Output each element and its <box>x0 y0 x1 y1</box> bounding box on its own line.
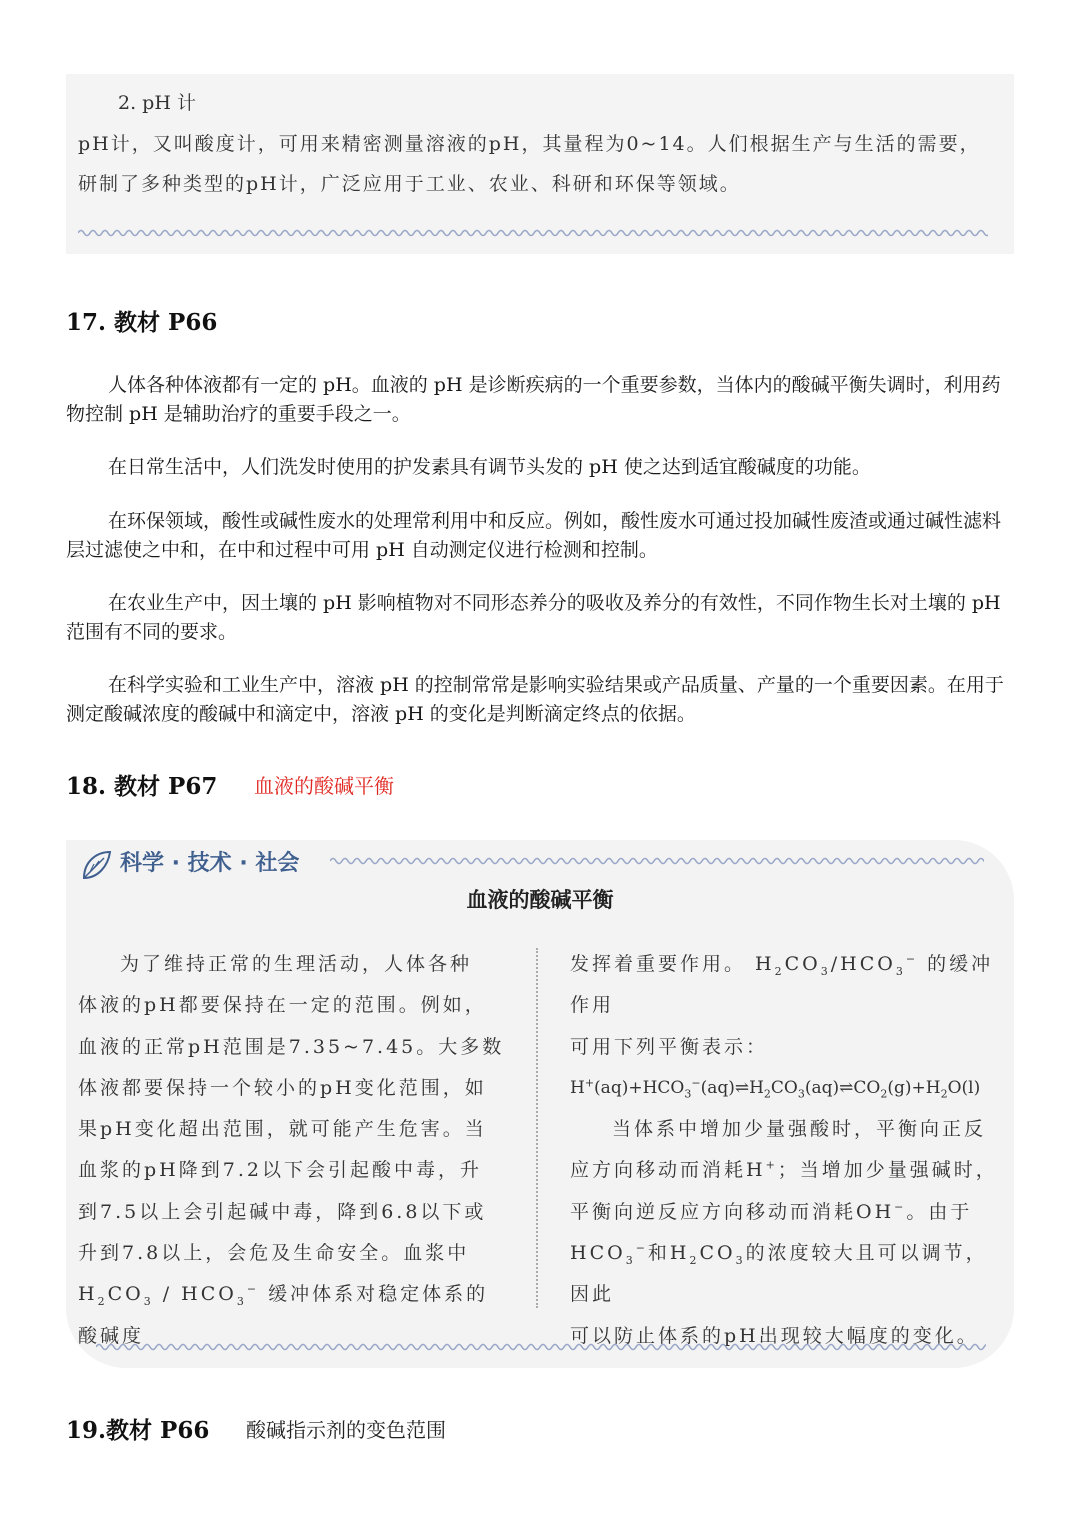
right-line-6: $HCO_3^-$和$H_2CO_3$的浓度较大且可以调节，因此 <box>570 1241 988 1306</box>
left-line-1: 为了维持正常的生理活动，人体各种 <box>120 953 473 975</box>
section-17-heading: 17. 教材 P66 <box>66 309 218 336</box>
bottom-wavy-line <box>96 1340 986 1354</box>
science-technology-society-box <box>66 840 1014 1368</box>
section-17-paragraph-4: 在农业生产中，因土壤的 pH 影响植物对不同形态养分的吸收及养分的有效性，不同作物生长对土壤的 pH 范围有不同的要求。 <box>66 592 1001 643</box>
section-17-paragraph-3: 在环保领域，酸性或碱性废水的处理常利用中和反应。例如，酸性废水可通过投加碱性废渣或通过碱性滤料层过滤使之中和，在中和过程中可用 pH 自动测定仪进行检测和控制。 <box>66 510 1002 561</box>
section-17-paragraph-2: 在日常生活中，人们洗发时使用的护发素具有调节头发的 pH 使之达到适宜酸碱度的功能。 <box>108 456 871 478</box>
equilibrium-equation: $H^+(aq)+HCO_3^-(aq)\rightleftharpoons H_2CO_3(aq)\rightleftharpoons CO_2(g)+H_2O(l)$ <box>570 1076 981 1101</box>
excerpt-text: pH计，又叫酸度计，可用来精密测量溶液的pH，其量程为0~14。人们根据生产与生活的需要，研制了多种类型的pH计，广泛应用于工业、农业、科研和环保等领域。 <box>78 133 981 195</box>
excerpt-subtitle: 2. pH 计 <box>118 92 196 114</box>
section-17-paragraph-5: 在科学实验和工业生产中，溶液 pH 的控制常常是影响实验结果或产品质量、产量的一个重要因素。在用于测定酸碱浓度的酸碱中和滴定中，溶液 pH 的变化是判断滴定终点的依据。 <box>66 674 1004 725</box>
left-line-6: 血浆的pH降到7.2以下会引起酸中毒，升 <box>78 1159 482 1182</box>
section-17-paragraph-1: 人体各种体液都有一定的 pH。血液的 pH 是诊断疾病的一个重要参数，当体内的酸碱平衡失调时，利用药物控制 pH 是辅助治疗的重要手段之一。 <box>66 374 1001 425</box>
right-line-5: 平衡向逆反应方向移动而消耗OH−。由于 <box>570 1200 973 1223</box>
leaf-logo-icon <box>80 848 112 882</box>
left-line-2: 体液的pH都要保持在一定的范围。例如， <box>78 994 487 1017</box>
science-box-header: 科学 · 技术 · 社会 <box>120 851 300 876</box>
right-line-7: 可以防止体系的pH出现较大幅度的变化。 <box>570 1324 979 1347</box>
column-divider <box>536 948 538 1308</box>
section-18-note: 血液的酸碱平衡 <box>254 774 394 798</box>
left-line-5: 果pH变化超出范围，就可能产生危害。当 <box>78 1118 487 1141</box>
header-wavy-line <box>330 854 984 868</box>
right-line-1: 发挥着重要作用。 $H_2CO_3/HCO_3^-$ 的缓冲作用 <box>570 952 994 1017</box>
left-line-7: 到7.5以上会引起碱中毒，降到6.8以下或 <box>78 1200 487 1223</box>
section-19-note: 酸碱指示剂的变色范围 <box>246 1418 446 1442</box>
left-line-3: 血液的正常pH范围是7.35~7.45。大多数 <box>78 1035 505 1058</box>
science-right-column <box>570 944 1000 1357</box>
right-line-3: 当体系中增加少量强酸时，平衡向正反 <box>612 1118 987 1141</box>
ph-meter-excerpt-box <box>66 74 1014 254</box>
right-line-4: 应方向移动而消耗H+；当增加少量强碱时， <box>570 1159 998 1182</box>
science-box-title: 血液的酸碱平衡 <box>466 888 614 912</box>
right-line-2: 可用下列平衡表示： <box>570 1035 769 1058</box>
left-line-4: 体液都要保持一个较小的pH变化范围，如 <box>78 1076 487 1099</box>
section-18-heading: 18. 教材 P67 <box>66 773 218 800</box>
section-19-heading: 19.教材 P66 <box>66 1417 210 1444</box>
left-line-8: 升到7.8以上，会危及生命安全。血浆中 <box>78 1242 470 1265</box>
wavy-divider <box>78 226 988 240</box>
science-left-column <box>78 944 508 1357</box>
left-line-9: $H_2CO_3 / HCO_3^-$ 缓冲体系对稳定体系的酸碱度 <box>78 1283 489 1347</box>
